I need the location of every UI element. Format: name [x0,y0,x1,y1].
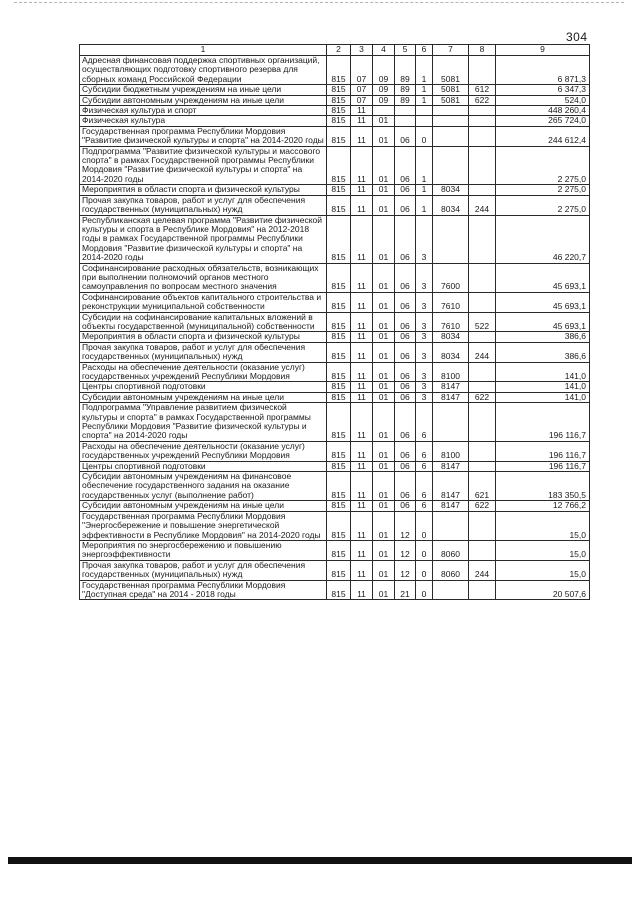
row-code-ministry: 815 [327,472,351,501]
row-code-article [433,106,469,116]
row-code-subsection: 01 [373,472,395,501]
table-row [80,403,590,442]
row-code-article: 8034 [433,342,469,362]
row-code-program: 06 [395,195,416,215]
row-name: Субсидии автономным учреждениям на финансовое обеспечение государственного задания на оказание государственных услуг (выполнение работ) [80,472,327,501]
row-code-subprogram: 1 [416,195,433,215]
row-code-program: 06 [395,342,416,362]
table-row [80,215,590,263]
row-amount: 15,0 [496,560,590,580]
row-code-subsection: 09 [373,95,395,105]
row-code-expense-type [469,511,496,540]
row-code-subsection: 01 [373,195,395,215]
row-code-subsection: 01 [373,461,395,471]
row-code-ministry: 815 [327,126,351,146]
row-code-subprogram: 3 [416,292,433,312]
row-code-section: 11 [351,215,373,263]
row-code-ministry: 815 [327,342,351,362]
row-code-subprogram: 6 [416,472,433,501]
row-code-program [395,116,416,126]
row-code-expense-type [469,185,496,195]
row-code-expense-type: 621 [469,472,496,501]
row-amount: 141,0 [496,362,590,382]
row-code-program: 06 [395,332,416,342]
column-header: 1 [80,45,327,56]
table-row [80,85,590,95]
row-code-ministry: 815 [327,146,351,185]
row-code-subprogram: 3 [416,362,433,382]
row-code-program: 06 [395,441,416,461]
row-code-program: 06 [395,362,416,382]
table-row [80,461,590,471]
row-name: Государственная программа Республики Мордовия "Развитие физической культуры и спорта" на 2014-2020 годы [80,126,327,146]
row-code-article: 8034 [433,185,469,195]
row-amount: 386,6 [496,342,590,362]
row-code-section: 07 [351,95,373,105]
row-code-subprogram: 0 [416,511,433,540]
row-name: Софинансирование объектов капитального строительства и реконструкции муниципальной собственности [80,292,327,312]
row-code-program: 89 [395,85,416,95]
row-code-expense-type: 622 [469,501,496,511]
row-code-article: 5081 [433,56,469,85]
row-amount: 386,6 [496,332,590,342]
row-name: Субсидии автономным учреждениям на иные цели [80,392,327,402]
row-code-subsection: 01 [373,580,395,600]
column-header: 9 [496,45,590,56]
row-code-expense-type [469,146,496,185]
column-header: 7 [433,45,469,56]
row-code-ministry: 815 [327,195,351,215]
row-code-subprogram: 6 [416,403,433,442]
row-name: Прочая закупка товаров, работ и услуг для обеспечения государственных (муниципальных) нужд [80,195,327,215]
row-name: Республиканская целевая программа "Развитие физической культуры и спорта в Республике Мордовия" на 2012-2018 годы в рамках Государственной программы Республики Мордовия "Развитие физической культуры и спорта" на 2014-2020 годы [80,215,327,263]
row-code-section: 11 [351,461,373,471]
table-row [80,472,590,501]
row-code-section: 11 [351,263,373,292]
row-code-ministry: 815 [327,560,351,580]
row-name: Центры спортивной подготовки [80,382,327,392]
row-amount: 45 693,1 [496,292,590,312]
row-name: Расходы на обеспечение деятельности (оказание услуг) государственных учреждений Республики Мордовия [80,362,327,382]
table-row [80,146,590,185]
row-code-subprogram: 1 [416,95,433,105]
row-code-article [433,215,469,263]
table-row [80,511,590,540]
row-code-expense-type [469,362,496,382]
row-code-subprogram: 3 [416,342,433,362]
row-code-subsection: 01 [373,215,395,263]
row-code-program: 06 [395,501,416,511]
row-name: Прочая закупка товаров, работ и услуг для обеспечения государственных (муниципальных) нужд [80,560,327,580]
row-code-article: 8147 [433,472,469,501]
row-code-expense-type [469,403,496,442]
row-code-ministry: 815 [327,116,351,126]
row-code-ministry: 815 [327,56,351,85]
row-code-article: 8060 [433,540,469,560]
row-amount: 196 116,7 [496,461,590,471]
row-amount: 524,0 [496,95,590,105]
header-row [80,45,590,56]
row-name: Софинансирование расходных обязательств, возникающих при выполнении полномочий органов местного самоуправления по вопросам местного значения [80,263,327,292]
table-row [80,185,590,195]
row-code-ministry: 815 [327,501,351,511]
table-row [80,116,590,126]
row-code-program: 06 [395,312,416,332]
table-row [80,263,590,292]
row-code-subsection: 01 [373,146,395,185]
row-amount: 12 766,2 [496,501,590,511]
row-code-section: 11 [351,332,373,342]
row-amount: 6 347,3 [496,85,590,95]
row-code-section: 11 [351,560,373,580]
row-code-expense-type [469,382,496,392]
row-code-ministry: 815 [327,312,351,332]
row-code-subsection: 01 [373,511,395,540]
row-code-ministry: 815 [327,332,351,342]
table-row [80,126,590,146]
row-code-subsection: 01 [373,540,395,560]
budget-table [79,44,590,600]
row-code-expense-type [469,441,496,461]
row-code-expense-type [469,106,496,116]
row-code-expense-type [469,215,496,263]
row-code-section: 11 [351,126,373,146]
row-name: Расходы на обеспечение деятельности (оказание услуг) государственных учреждений Республики Мордовия [80,441,327,461]
row-code-ministry: 815 [327,185,351,195]
row-amount: 196 116,7 [496,403,590,442]
row-code-subprogram: 0 [416,580,433,600]
row-code-subsection: 01 [373,342,395,362]
row-code-ministry: 815 [327,215,351,263]
row-code-expense-type [469,580,496,600]
row-code-section: 11 [351,342,373,362]
row-name: Мероприятия в области спорта и физической культуры [80,185,327,195]
bottom-bar [8,857,632,864]
row-amount: 2 275,0 [496,195,590,215]
row-amount: 15,0 [496,511,590,540]
row-code-ministry: 815 [327,461,351,471]
row-code-article: 8147 [433,392,469,402]
row-code-subprogram: 0 [416,126,433,146]
row-code-subprogram: 1 [416,185,433,195]
row-code-article: 5081 [433,85,469,95]
row-code-article [433,403,469,442]
row-code-section: 11 [351,403,373,442]
row-name: Государственная программа Республики Мордовия "Доступная среда" на 2014 - 2018 годы [80,580,327,600]
row-name: Прочая закупка товаров, работ и услуг для обеспечения государственных (муниципальных) нужд [80,342,327,362]
row-code-program: 06 [395,146,416,185]
row-code-section: 11 [351,362,373,382]
table-row [80,362,590,382]
row-code-subsection: 01 [373,362,395,382]
row-amount: 46 220,7 [496,215,590,263]
row-name: Субсидии на софинансирование капитальных вложений в объекты государственной (муниципальной) собственности [80,312,327,332]
row-code-section: 11 [351,292,373,312]
row-amount: 2 275,0 [496,185,590,195]
row-code-subsection: 09 [373,56,395,85]
row-code-expense-type: 244 [469,560,496,580]
row-code-section: 07 [351,85,373,95]
column-header: 2 [327,45,351,56]
row-code-subprogram: 1 [416,56,433,85]
row-code-article: 8100 [433,441,469,461]
row-code-program: 06 [395,461,416,471]
row-code-expense-type [469,332,496,342]
row-code-subprogram: 1 [416,146,433,185]
row-code-program: 06 [395,382,416,392]
row-code-article: 8147 [433,501,469,511]
row-amount: 448 260,4 [496,106,590,116]
row-code-expense-type [469,292,496,312]
row-amount: 196 116,7 [496,441,590,461]
row-code-subprogram: 3 [416,392,433,402]
row-code-article [433,126,469,146]
row-code-article [433,116,469,126]
row-code-program: 06 [395,392,416,402]
row-code-article: 8147 [433,382,469,392]
row-code-subsection: 01 [373,441,395,461]
row-amount: 2 275,0 [496,146,590,185]
table-row [80,501,590,511]
row-code-ministry: 815 [327,292,351,312]
row-code-program: 06 [395,292,416,312]
row-code-subprogram [416,106,433,116]
row-code-section: 11 [351,312,373,332]
row-code-ministry: 815 [327,106,351,116]
row-code-section: 11 [351,195,373,215]
row-name: Субсидии автономным учреждениям на иные цели [80,501,327,511]
row-code-article: 7600 [433,263,469,292]
row-code-program: 06 [395,263,416,292]
row-amount: 6 871,3 [496,56,590,85]
row-code-ministry: 815 [327,85,351,95]
column-header: 8 [469,45,496,56]
row-code-section: 11 [351,116,373,126]
row-name: Центры спортивной подготовки [80,461,327,471]
row-code-expense-type: 622 [469,95,496,105]
table-row [80,441,590,461]
row-code-section: 11 [351,501,373,511]
row-amount: 45 693,1 [496,312,590,332]
row-code-program: 06 [395,403,416,442]
table-row [80,56,590,85]
row-code-section: 11 [351,382,373,392]
row-code-subsection: 01 [373,263,395,292]
row-name: Адресная финансовая поддержка спортивных организаций, осуществляющих подготовку спортивного резерва для сборных команд Российской Федерации [80,56,327,85]
row-code-program: 06 [395,185,416,195]
table-row [80,392,590,402]
row-code-section: 07 [351,56,373,85]
row-code-subsection: 01 [373,332,395,342]
row-code-expense-type [469,56,496,85]
column-header: 5 [395,45,416,56]
row-code-article: 8100 [433,362,469,382]
row-code-subsection: 01 [373,560,395,580]
row-code-section: 11 [351,106,373,116]
row-code-program: 12 [395,540,416,560]
column-header: 4 [373,45,395,56]
row-code-subprogram [416,116,433,126]
row-code-ministry: 815 [327,382,351,392]
table-row [80,292,590,312]
row-code-subsection: 09 [373,85,395,95]
row-code-expense-type [469,126,496,146]
page-number: 304 [566,30,588,44]
row-code-ministry: 815 [327,580,351,600]
row-code-subprogram: 3 [416,332,433,342]
row-code-ministry: 815 [327,362,351,382]
row-amount: 15,0 [496,540,590,560]
column-header: 6 [416,45,433,56]
row-code-article: 8034 [433,332,469,342]
row-code-article: 5081 [433,95,469,105]
row-amount: 183 350,5 [496,472,590,501]
row-code-ministry: 815 [327,511,351,540]
row-code-subprogram: 6 [416,441,433,461]
row-code-subsection: 01 [373,403,395,442]
row-code-program: 21 [395,580,416,600]
table-row [80,95,590,105]
row-code-section: 11 [351,540,373,560]
row-code-expense-type [469,116,496,126]
row-name: Физическая культура [80,116,327,126]
row-code-ministry: 815 [327,540,351,560]
row-code-article: 7610 [433,292,469,312]
table-row [80,382,590,392]
row-code-program [395,106,416,116]
table-row [80,540,590,560]
row-name: Субсидии автономным учреждениям на иные цели [80,95,327,105]
table-row [80,106,590,116]
table-row [80,312,590,332]
row-code-subsection: 01 [373,292,395,312]
row-code-ministry: 815 [327,95,351,105]
top-rule [14,2,624,3]
row-code-program: 12 [395,560,416,580]
row-amount: 20 507,6 [496,580,590,600]
row-code-subprogram: 6 [416,461,433,471]
row-code-subsection: 01 [373,126,395,146]
row-amount: 265 724,0 [496,116,590,126]
row-code-ministry: 815 [327,263,351,292]
row-code-subprogram: 3 [416,382,433,392]
row-code-section: 11 [351,146,373,185]
row-code-subsection: 01 [373,312,395,332]
row-code-program: 06 [395,472,416,501]
row-code-expense-type [469,263,496,292]
row-code-subsection [373,106,395,116]
row-code-ministry: 815 [327,403,351,442]
row-name: Мероприятия в области спорта и физической культуры [80,332,327,342]
row-code-program: 12 [395,511,416,540]
row-amount: 141,0 [496,382,590,392]
row-code-expense-type [469,461,496,471]
column-header: 3 [351,45,373,56]
row-code-section: 11 [351,511,373,540]
row-code-expense-type: 522 [469,312,496,332]
row-code-ministry: 815 [327,392,351,402]
row-code-ministry: 815 [327,441,351,461]
row-code-subsection: 01 [373,185,395,195]
row-code-article: 8147 [433,461,469,471]
table-row [80,332,590,342]
row-code-section: 11 [351,392,373,402]
row-code-article: 8060 [433,560,469,580]
row-code-subsection: 01 [373,501,395,511]
row-code-article [433,146,469,185]
row-code-article [433,580,469,600]
row-amount: 141,0 [496,392,590,402]
row-amount: 45 693,1 [496,263,590,292]
row-code-section: 11 [351,580,373,600]
row-code-expense-type: 612 [469,85,496,95]
row-code-program: 06 [395,126,416,146]
row-code-program: 06 [395,215,416,263]
row-code-expense-type [469,540,496,560]
row-name: Субсидии бюджетным учреждениям на иные цели [80,85,327,95]
row-code-expense-type: 244 [469,342,496,362]
table-row [80,560,590,580]
row-amount: 244 612,4 [496,126,590,146]
row-code-subsection: 01 [373,382,395,392]
row-name: Физическая культура и спорт [80,106,327,116]
table-row [80,195,590,215]
row-code-subprogram: 1 [416,85,433,95]
row-code-article [433,511,469,540]
row-code-article: 8034 [433,195,469,215]
row-name: Подпрограмма "Управление развитием физической культуры и спорта" в рамках Государственной программы Республики Мордовия "Развитие физической культуры и спорта" на 2014-2020 годы [80,403,327,442]
row-name: Мероприятия по энергосбережению и повышению энергоэффективности [80,540,327,560]
table-body [80,45,590,600]
row-code-subprogram: 3 [416,215,433,263]
row-code-program: 89 [395,95,416,105]
row-code-subsection: 01 [373,116,395,126]
row-code-expense-type: 244 [469,195,496,215]
row-code-subprogram: 0 [416,540,433,560]
row-code-subprogram: 0 [416,560,433,580]
row-code-article: 7610 [433,312,469,332]
row-name: Государственная программа Республики Мордовия "Энергосбережение и повышение энергетической эффективности в Республике Мордовия" на 2014-2020 годы [80,511,327,540]
row-code-subprogram: 3 [416,263,433,292]
row-code-expense-type: 622 [469,392,496,402]
row-code-subsection: 01 [373,392,395,402]
row-name: Подпрограмма "Развитие физической культуры и массового спорта" в рамках Государственной программы Республики Мордовия "Развитие физической культуры и спорта" на 2014-2020 годы [80,146,327,185]
row-code-section: 11 [351,441,373,461]
row-code-program: 89 [395,56,416,85]
row-code-subprogram: 3 [416,312,433,332]
row-code-subprogram: 6 [416,501,433,511]
table-row [80,342,590,362]
table-row [80,580,590,600]
row-code-section: 11 [351,472,373,501]
row-code-section: 11 [351,185,373,195]
